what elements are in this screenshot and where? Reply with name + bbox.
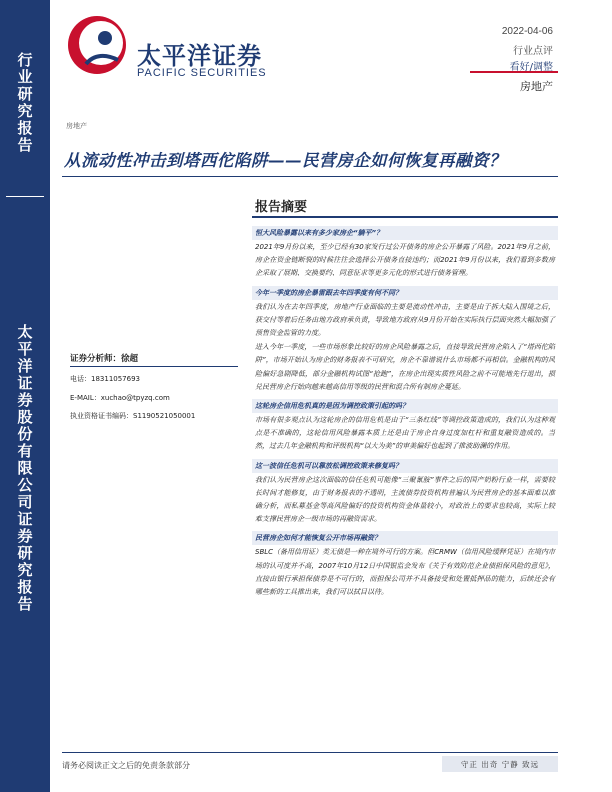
analyst-divider bbox=[70, 366, 238, 367]
report-type: 行业点评 bbox=[513, 46, 553, 57]
report-title: 从流动性冲击到塔西佗陷阱——民营房企如何恢复再融资？ bbox=[64, 151, 506, 170]
footer-divider bbox=[62, 752, 558, 753]
section-question-5: 民营房企如何才能恢复公开市场再融资？ bbox=[252, 531, 558, 545]
sidebar-label-company: 太平洋证券股份有限公司证券研究报告 bbox=[15, 323, 34, 613]
industry-label: 房地产 bbox=[520, 80, 553, 93]
summary-content bbox=[252, 221, 558, 599]
category-label: 房地产 bbox=[66, 122, 87, 130]
section-paragraph: 我们认为在去年四季度，房地产行业面临的主要是流动性冲击，主要是由于拆大陆入围境之后，获交付等着后任务由地方政府承负责，导致地方政府从9月份开始在实际执行层面突然大幅加强了预售资金监管的力度。 bbox=[255, 302, 555, 338]
section-paragraph: 市场有很多观点认为这轮房企的信用危机是由于“三条红线”等调控政策造成的，我们认为这种观点是不准确的，这轮信用风险暴露本质上还是由于房企自身过度加杠杆和重复融资造成的。当然，过去几年金融机构和评级机构“以大为美”的审美偏好也起到了推波助澜的作用。 bbox=[255, 416, 555, 451]
report-date: 2022-04-06 bbox=[501, 26, 553, 37]
analyst-name: 证券分析师：徐超 bbox=[70, 354, 139, 364]
company-motto: 守正 出奇 宁静 致远 bbox=[442, 756, 558, 772]
industry-rating: 看好/调整 bbox=[509, 62, 553, 73]
section-question-4: 这一波信任危机可以靠放松调控政策来修复吗？ bbox=[252, 459, 558, 473]
section-paragraph: 我们认为民营房企这次面临的信任危机可能像“三聚氰胺”事件之后的国产奶粉行业一样，需要较长时间才能修复，由于财务报表的不透明，主流债券投资机构普遍认为民营房企的基本面难以准确分析，而私募基金等高风险偏好的投资机构资金体量较小，对政治上的要求也较高，实际上较难支撑民营房企一级市场的再融资需求。 bbox=[255, 475, 555, 524]
analyst-email[interactable]: E-MAIL：xuchao@tpyzq.com bbox=[70, 394, 170, 402]
title-divider bbox=[62, 176, 558, 177]
sidebar-label-report-type: 行业研究报告 bbox=[15, 51, 34, 154]
brand-name-cn: 太平洋证券 bbox=[137, 42, 262, 70]
header-accent-line bbox=[470, 71, 558, 73]
brand-name-en: PACIFIC SECURITIES bbox=[137, 67, 267, 79]
section-question-3: 这轮房企信用危机真的是因为调控政策引起的吗？ bbox=[252, 399, 558, 413]
summary-divider bbox=[252, 216, 558, 218]
pacific-securities-logo-icon bbox=[66, 14, 128, 76]
section-question-2: 今年一季度的房企暴雷跟去年四季度有何不同？ bbox=[252, 286, 558, 300]
analyst-license: 执业资格证书编码：S1190521050001 bbox=[70, 412, 196, 420]
section-question-1: 恒大风险暴露以来有多少家房企“躺平”？ bbox=[252, 226, 558, 240]
sidebar-divider bbox=[6, 196, 44, 197]
section-paragraph: 2021年9月份以来，至少已经有30家发行过公开债务的房企公开暴露了风险。2021年9月之前，房企在资金链断裂的时候往往会选择公开债务直接违约；而2021年9月份以来，我们看到多数房企采取了展期、交换要约、同意征求等更多元化的形式进行债务管理。 bbox=[255, 243, 555, 278]
section-paragraph: SBLC（备用信用证）类无债是一种在境外可行的方案。但CRMW（信用风险缓释凭证）在境内市场的认可度并不高，2007年10月12日中国银监会发布《关于有效防范企业债担保风险的意见》，直接由银行承担保债券是不可行的，而担保公司并不具备接受和处置抵押品的能力，后续还会有哪些新的工具推出来，我们可以拭目以待。 bbox=[255, 548, 555, 597]
analyst-phone: 电话：18311057693 bbox=[70, 375, 140, 383]
section-paragraph: 进入今年一季度，一些市场形象比较好的房企风险暴露之后，直接导致民营房企陷入了“塔西佗陷阱”，市场开始认为房企的财务报表不可研究，房企不靠谱说什么市场都不再相信。金融机构的风险偏好急剧降低，部分金融机构试图“抢跑”，在房企出现实质性风险之前不可能地先行退出，损兑民营房企行始向越来越高信用等级的民营和混合所有制房企蔓延。 bbox=[255, 343, 555, 391]
footer-disclaimer: 请务必阅读正文之后的免责条款部分 bbox=[62, 761, 190, 770]
summary-heading: 报告摘要 bbox=[255, 200, 308, 215]
left-sidebar bbox=[0, 0, 50, 792]
